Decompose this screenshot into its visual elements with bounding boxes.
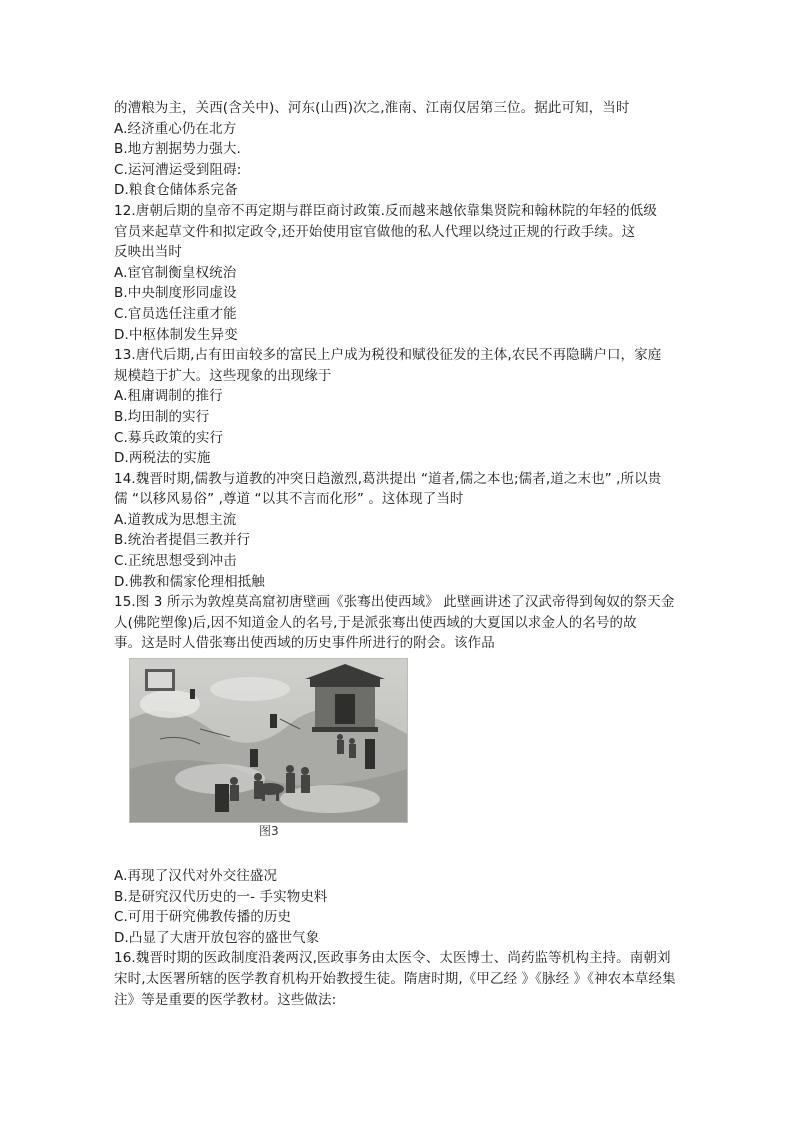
q11-option-d: D.粮食仓储体系完备 [114,182,238,199]
figure-block [114,658,689,858]
q14-option-c: C.正统思想受到冲击 [114,553,237,570]
q14-option-d: D.佛教和儒家伦理相抵触 [114,573,265,590]
q12-option-b: B.中央制度形同虚设 [114,285,237,302]
mural-illustration [130,659,407,822]
q15-option-b: B.是研究汉代历史的一- 手实物史料 [114,888,328,905]
q15-stem-line-1: 15.图 3 所示为敦煌莫高窟初唐壁画《张骞出使西域》 此壁画讲述了汉武帝得到匈奴的祭天金 [114,594,675,611]
q13-option-c: C.募兵政策的实行 [114,429,224,446]
q11-option-c: C.运河漕运受到阻碍: [114,161,242,178]
q12-option-a: A.宦官制衡皇权统治 [114,264,237,281]
q12-stem-line-3: 反映出当时 [114,244,182,261]
q12-option-d: D.中枢体制发生异变 [114,326,238,343]
q13-stem-line-1: 13.唐代后期,占有田亩较多的富民上户成为税役和赋役征发的主体,农民不再隐瞒户口，家庭 [114,347,662,364]
q16-stem-line-2: 宋时,太医署所辖的医学教育机构开始教授生徒。隋唐时期,《甲乙经 》《脉经 》《神农本草经集 [114,971,676,987]
q15-option-c: C.可用于研究佛教传播的历史 [114,909,292,926]
exam-page [114,98,689,1010]
q13-option-d: D.两税法的实施 [114,450,211,467]
q15-stem-line-3: 事。这是时人借张骞出使西域的历史事件所进行的附会。该作品 [114,635,495,652]
q13-stem-line-2: 规模趋于扩大。这些现象的出现缘于 [114,367,332,384]
q13-option-b: B.均田制的实行 [114,408,210,425]
q15-stem-line-2: 人(佛陀塑像)后,因不知道金人的名号,于是派张骞出使西域的大夏国以求金人的名号的故 [114,614,637,631]
q16-stem-line-3: 注》等是重要的医学教材。这些做法: [114,991,337,1008]
q15-option-d: D.凸显了大唐开放包容的盛世气象 [114,929,320,946]
q11-stem-line: 的漕粮为主，关西(含关中)、河东(山西)次之,淮南、江南仅居第三位。据此可知，当时 [114,100,630,116]
q11-option-a: A.经济重心仍在北方 [114,120,237,137]
q12-stem-line-2: 官员来起草文件和拟定政令,还开始使用宦官做他的私人代理以绕过正规的行政手续。这 [114,223,636,240]
q14-option-a: A.道教成为思想主流 [114,511,237,528]
q12-stem-line-1: 12.唐朝后期的皇帝不再定期与群臣商讨政策.反而越来越依靠集贤院和翰林院的年轻的低级 [114,202,657,219]
q11-option-b: B.地方割据势力强大. [114,141,241,158]
q13-option-a: A.租庸调制的推行 [114,388,223,405]
q14-stem-line-1: 14.魏晋时期,儒教与道教的冲突日趋激烈,葛洪提出 “道者,儒之本也;儒者,道之末也” ,所以贵 [114,470,662,487]
q14-stem-line-2: 儒 “以移风易俗” ,尊道 “以其不言而化形” 。这体现了当时 [114,491,464,508]
q12-option-c: C.官员选任注重才能 [114,305,237,322]
q14-option-b: B.统治者提倡三教并行 [114,532,251,549]
q16-stem-line-1: 16.魏晋时期的医政制度沿袭两汉,医政事务由太医令、太医博士、尚药监等机构主持。南朝刘 [114,950,671,967]
mural-image [129,658,408,823]
q15-option-a: A.再现了汉代对外交往盛况 [114,868,278,885]
figure-caption: 图3 [259,824,279,839]
